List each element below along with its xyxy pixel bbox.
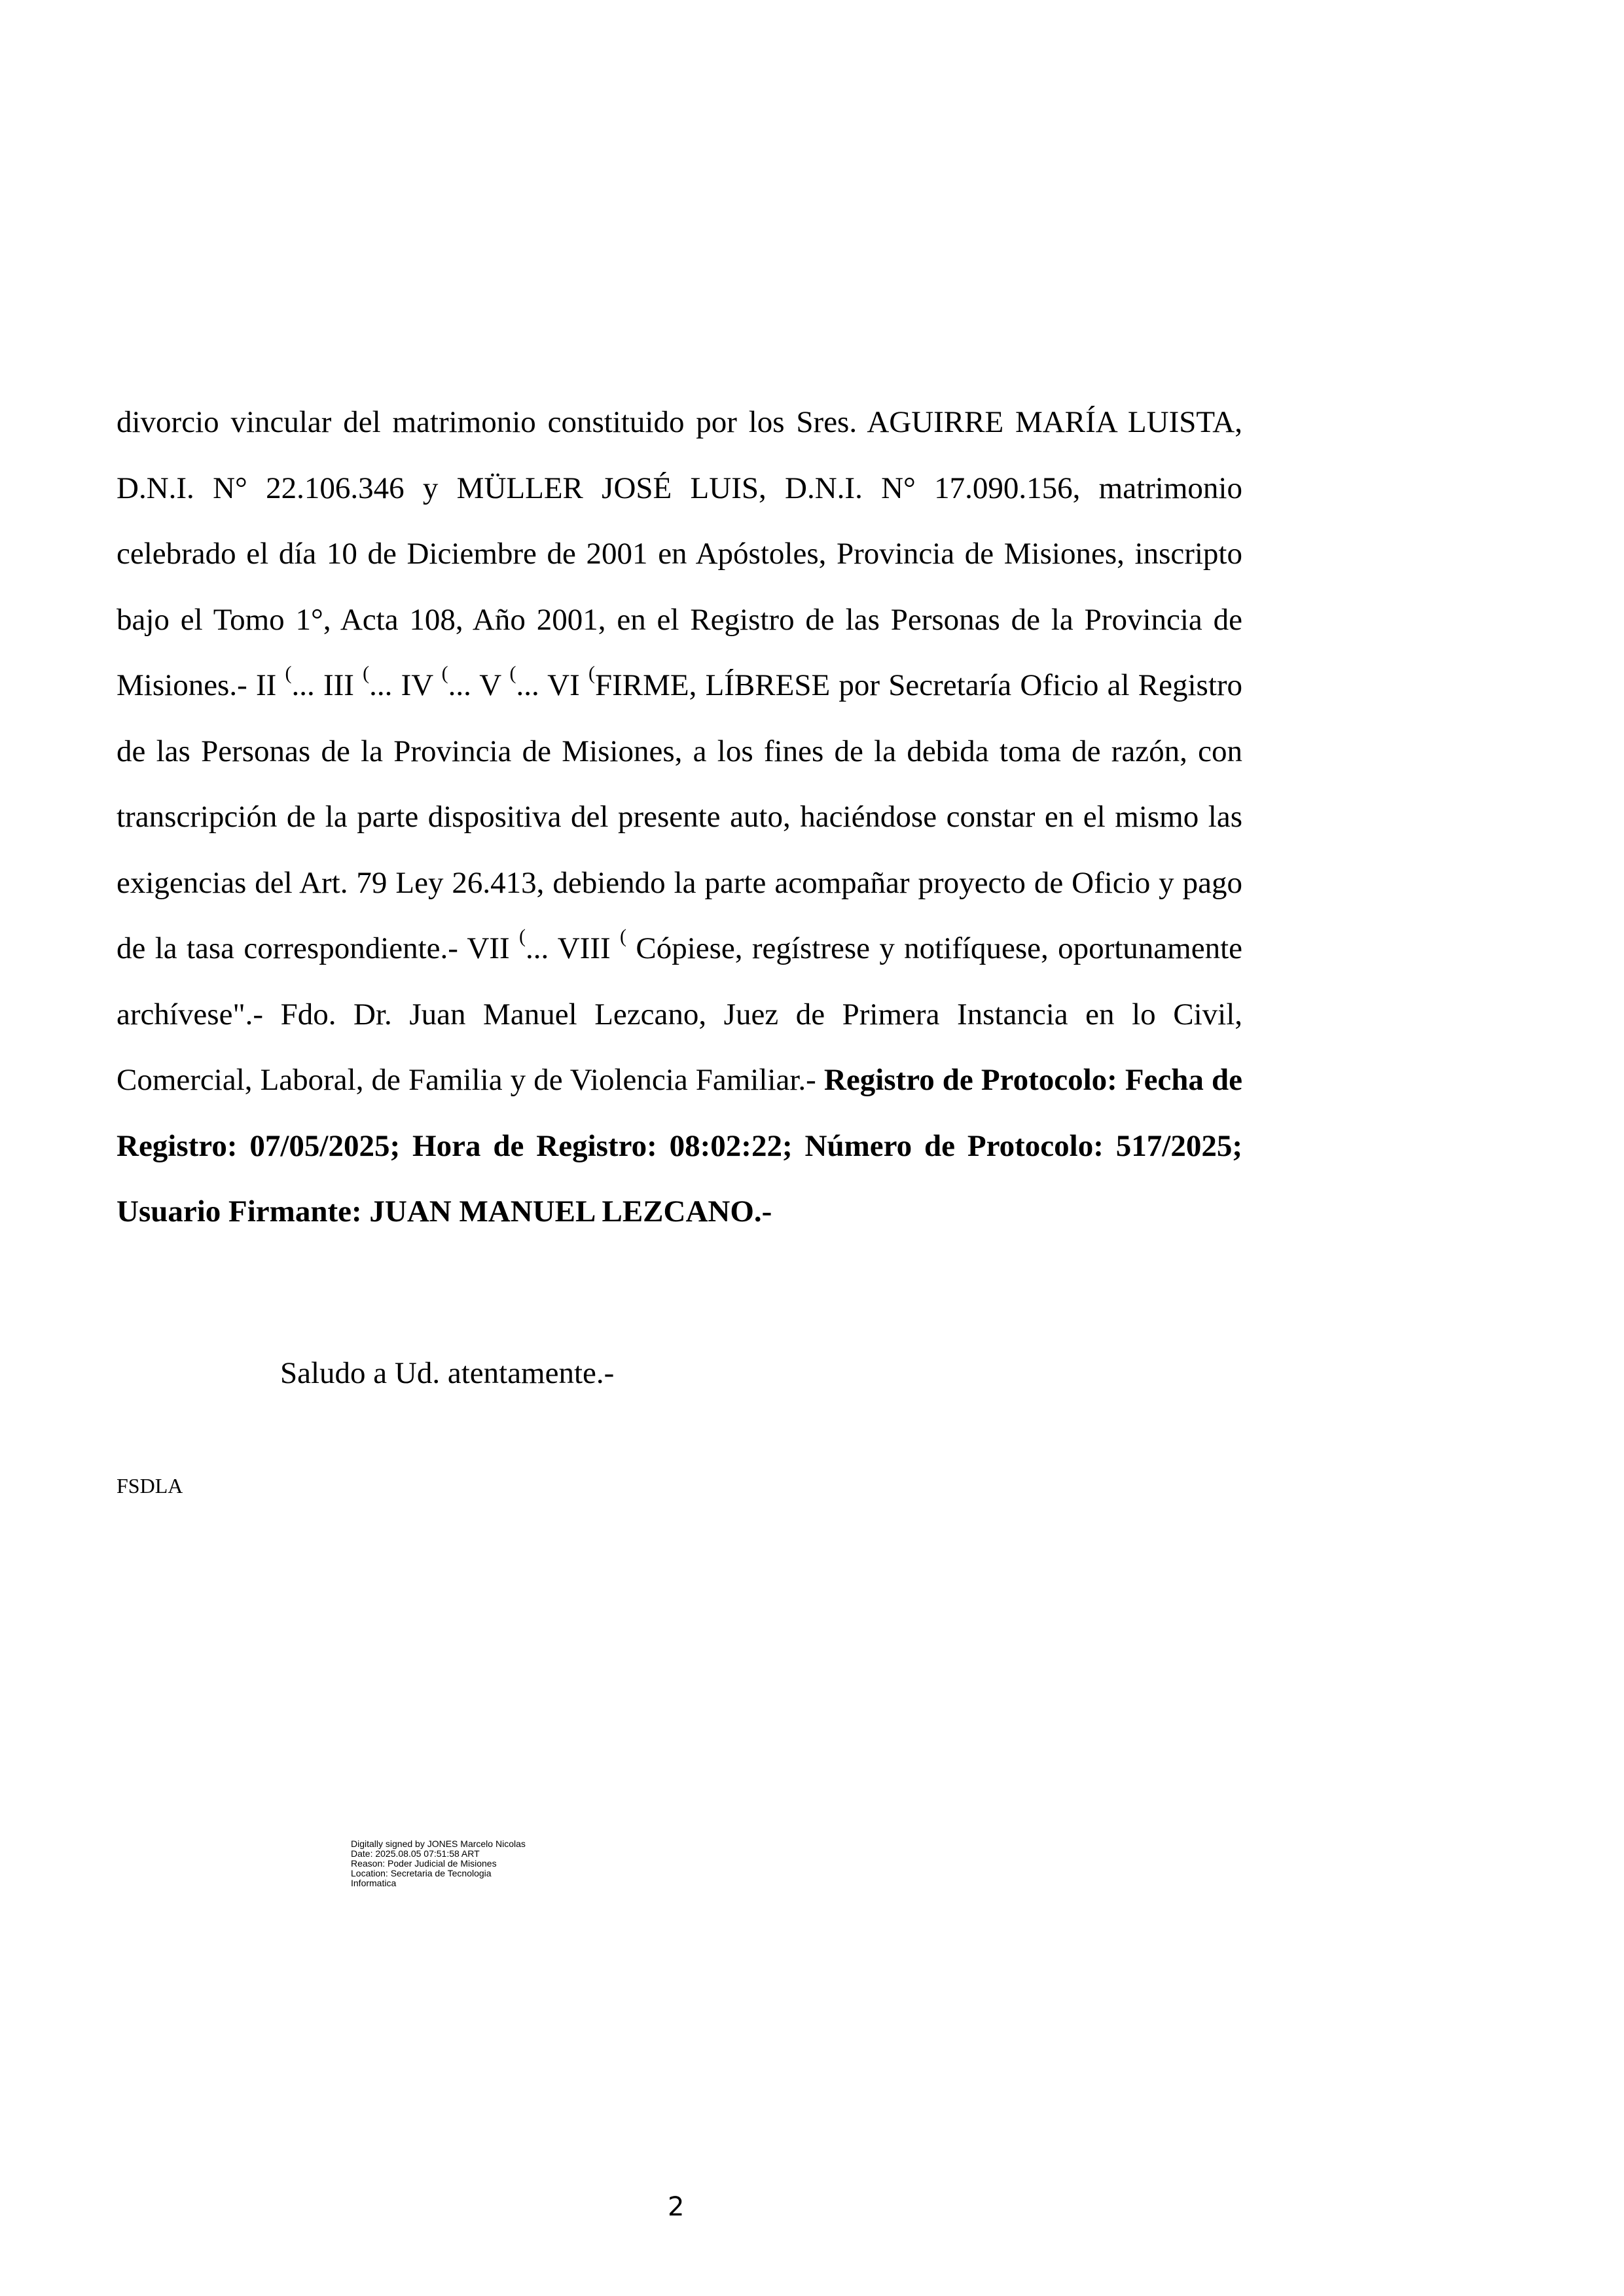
signature-date: Date: 2025.08.05 07:51:58 ART xyxy=(351,1848,480,1859)
signature-reason: Reason: Poder Judicial de Misiones xyxy=(351,1858,497,1869)
body-text-part-1: divorcio vincular del matrimonio constituido por los Sres. AGUIRRE MARÍA LUISTA, D.N.I. N° 22.106.346 y MÜLLER JOSÉ LUIS, D.N.I. N° 17.090.156, matrimonio celebrado el día 10 de Diciembre de 2001 en Apóstoles, Provincia de Misiones, inscripto bajo el Tomo 1°, Acta 108, Año 2001, en el Registro de las Personas de la Provincia de Misiones.- II xyxy=(117,405,1242,702)
author-initials: FSDLA xyxy=(117,1474,183,1498)
ellipsis: ... xyxy=(369,668,393,702)
protocol-registration: Registro de Protocolo: Fecha de Registro: 07/05/2025; Hora de Registro: 08:02:22; Número de Protocolo: 517/2025; Usuario Firmante: JUAN MANUEL LEZCANO.- xyxy=(117,1063,1243,1229)
body-text-part-2: FIRME, LÍBRESE por Secretaría Oficio al Registro de las Personas de la Provincia de Misiones, a los fines de la debida toma de razón, con transcripción de la parte dispositiva del presente auto, haciéndose constar en el mismo las exigencias del Art. 79 Ley 26.413, debiendo la parte acompañar proyecto de Oficio y pago de la tasa correspondiente.- VII xyxy=(117,668,1243,965)
body-paragraph xyxy=(117,389,1242,1245)
roman-numeral-v: V xyxy=(479,668,501,702)
signature-location-cont: Informatica xyxy=(351,1878,397,1888)
digital-signature-block xyxy=(351,1839,626,1888)
roman-numeral-vi: VI xyxy=(547,668,580,702)
signature-signer: Digitally signed by JONES Marcelo Nicolas xyxy=(351,1839,526,1849)
paren-mark: ( xyxy=(620,925,627,947)
ellipsis: ... xyxy=(526,931,549,965)
paren-mark: ( xyxy=(285,662,292,684)
paren-mark: ( xyxy=(509,662,516,684)
page-number: 2 xyxy=(668,2192,685,2222)
ellipsis: ... xyxy=(448,668,471,702)
signature-location: Location: Secretaria de Tecnologia xyxy=(351,1868,492,1878)
paren-mark: ( xyxy=(519,925,526,947)
roman-numeral-viii: VIII xyxy=(557,931,611,965)
body-text-part-3: Cópiese, regístrese y notifíquese, oportunamente archívese".- Fdo. Dr. Juan Manuel Lezcano, Juez de Primera Instancia en lo Civil, Comercial, Laboral, de Familia y de Violencia Familiar.- xyxy=(117,931,1242,1097)
closing-salutation: Saludo a Ud. atentamente.- xyxy=(280,1356,615,1390)
roman-numeral-iii: III xyxy=(323,668,354,702)
paren-mark: ( xyxy=(588,662,595,684)
paren-mark: ( xyxy=(441,662,448,684)
paren-mark: ( xyxy=(363,662,370,684)
ellipsis: ... xyxy=(516,668,539,702)
ellipsis: ... xyxy=(291,668,315,702)
roman-numeral-iv: IV xyxy=(401,668,433,702)
